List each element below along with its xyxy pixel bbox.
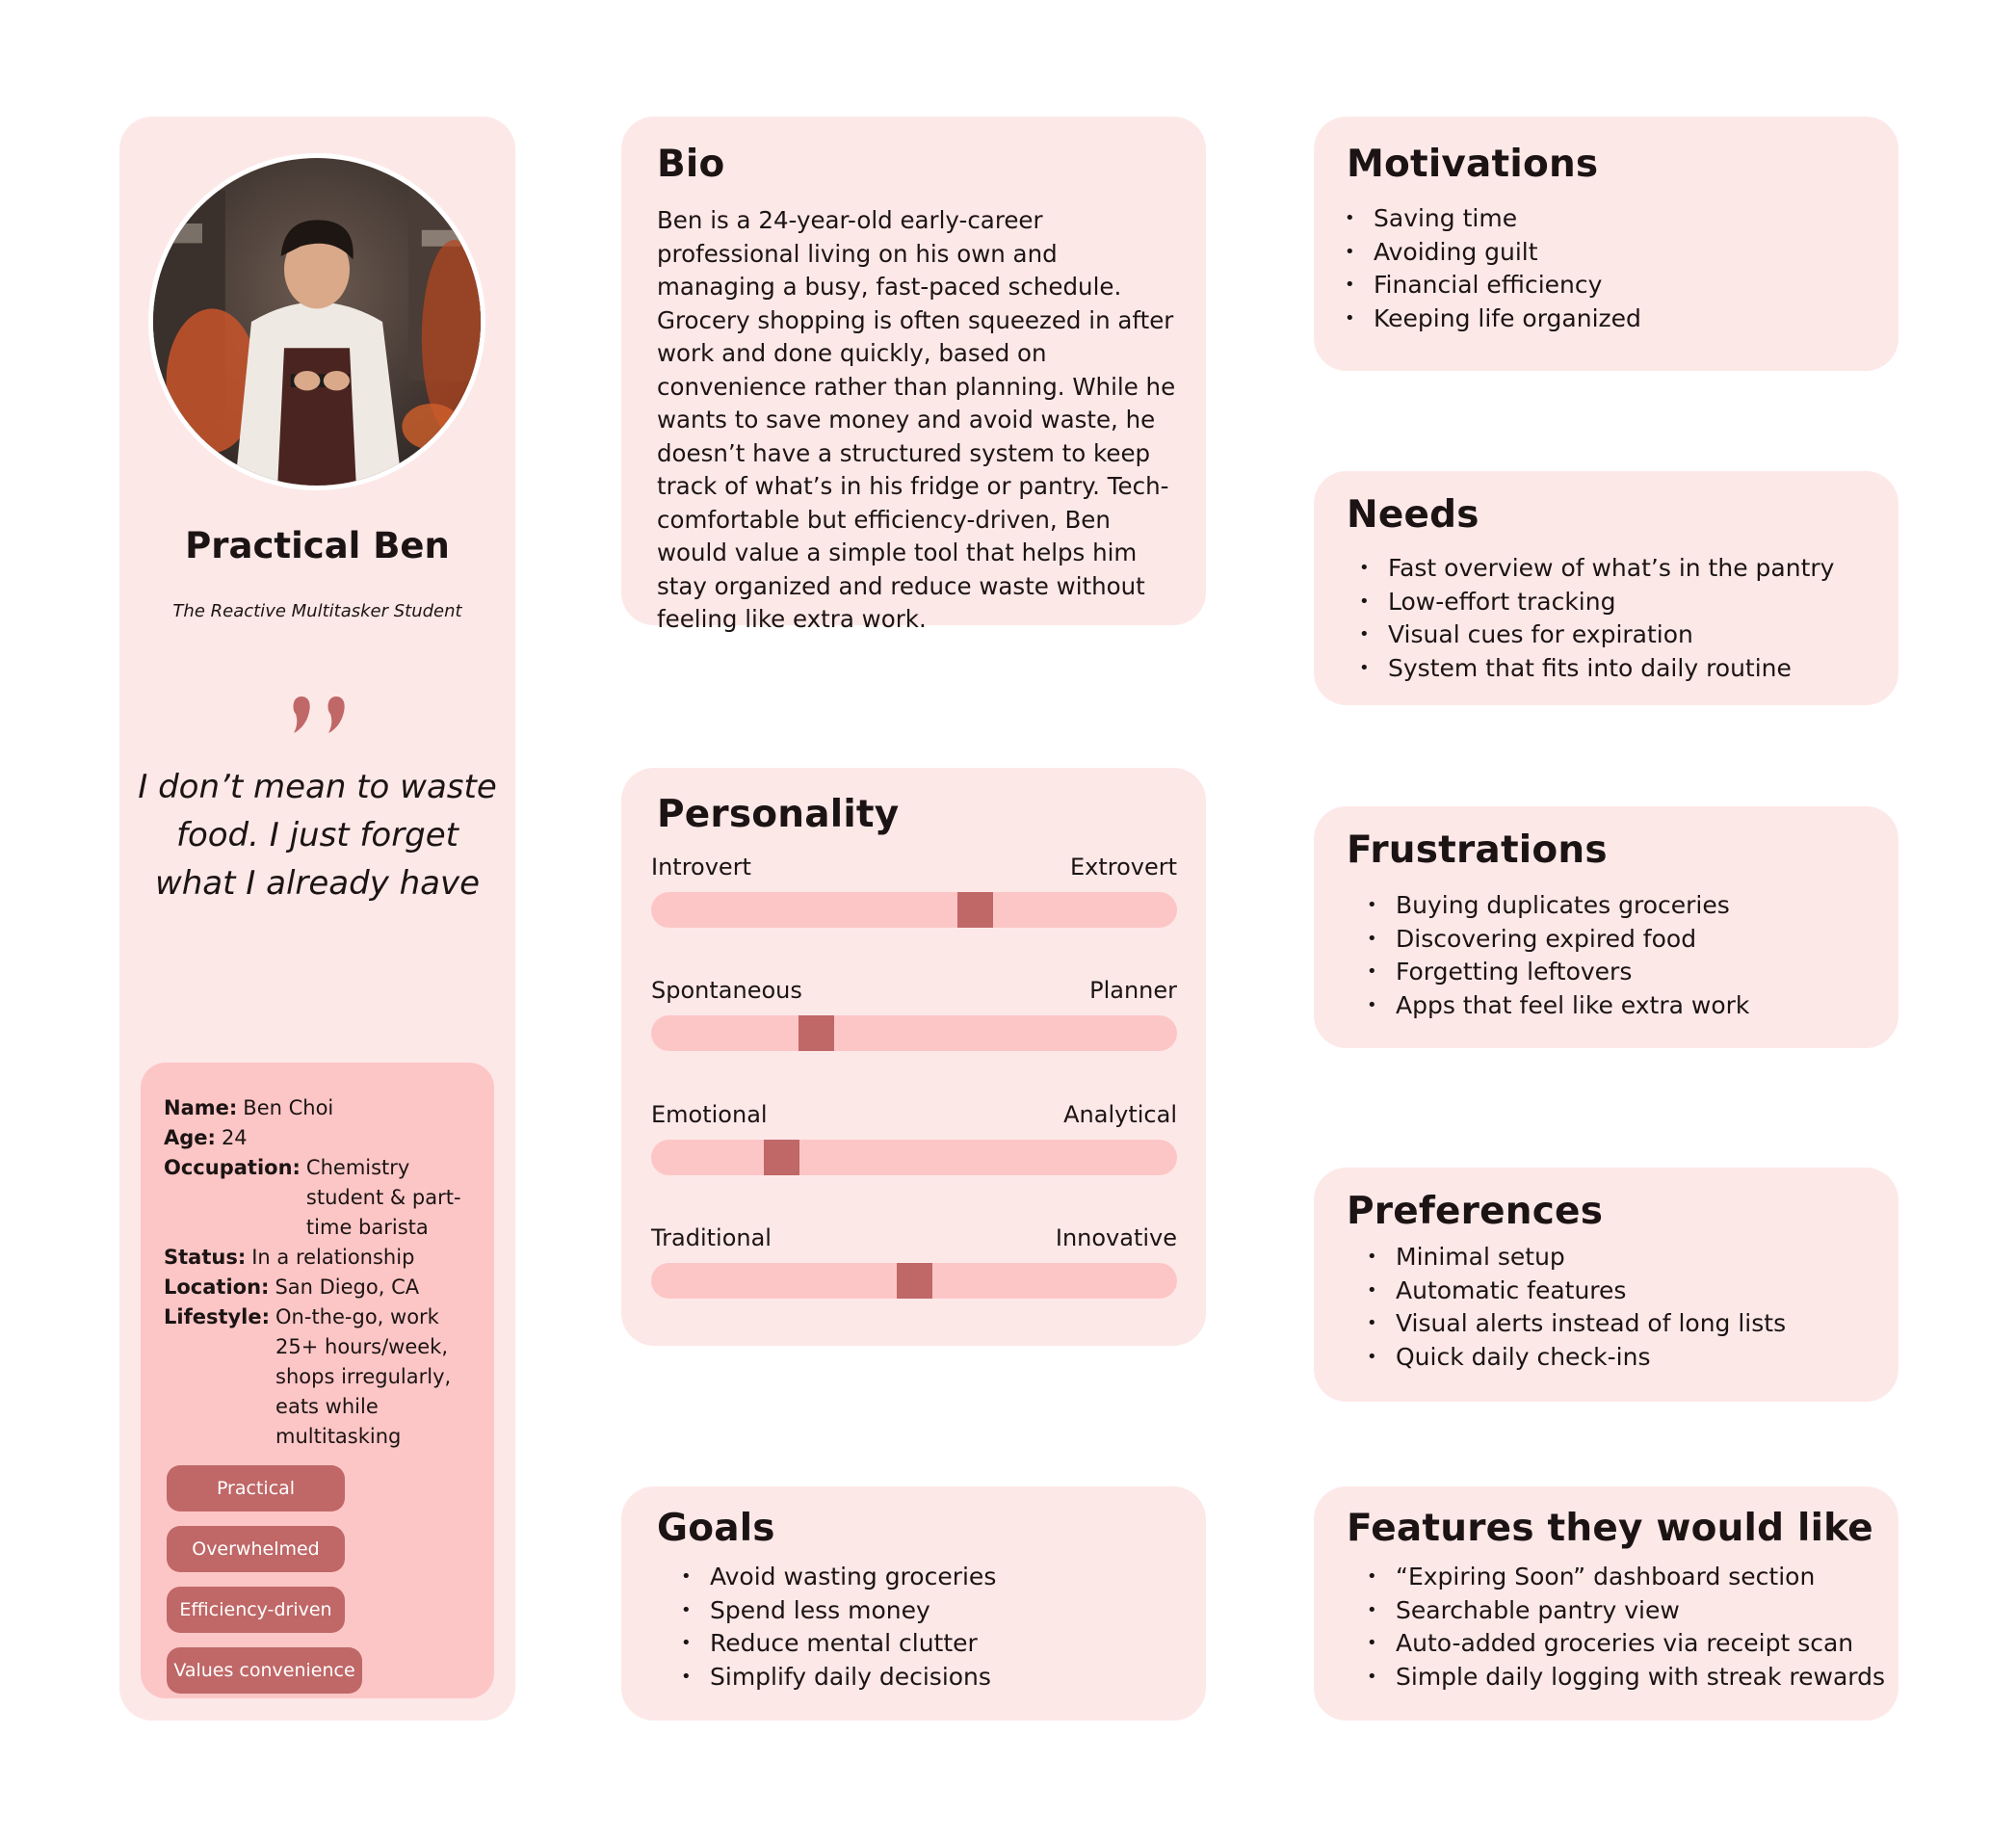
info-location bbox=[164, 1273, 419, 1302]
needs-list bbox=[1359, 552, 1889, 685]
trait-track bbox=[651, 1015, 1177, 1051]
info-label: Location: bbox=[164, 1275, 270, 1299]
motivations-card bbox=[1314, 117, 1898, 371]
info-lifestyle bbox=[164, 1302, 478, 1452]
info-value: In a relationship bbox=[251, 1246, 415, 1269]
list-item: • Visual alerts instead of long lists bbox=[1367, 1307, 1887, 1341]
trait-right-label: Extrovert bbox=[1069, 854, 1177, 881]
trait-right-label: Analytical bbox=[1063, 1101, 1177, 1128]
trait-track bbox=[651, 1140, 1177, 1175]
features-list bbox=[1367, 1561, 1892, 1694]
info-label: Status: bbox=[164, 1246, 247, 1269]
goals-list bbox=[681, 1561, 1182, 1694]
profile-card bbox=[119, 117, 515, 1721]
trait-right-label: Planner bbox=[1089, 977, 1177, 1004]
info-label: Name: bbox=[164, 1096, 238, 1119]
list-item: • Apps that feel like extra work bbox=[1367, 989, 1887, 1023]
list-item: • Forgetting leftovers bbox=[1367, 956, 1887, 989]
trait-left-label: Introvert bbox=[651, 854, 751, 881]
frustrations-list bbox=[1367, 889, 1887, 1022]
motivations-title: Motivations bbox=[1347, 143, 1599, 186]
info-value: 24 bbox=[221, 1126, 248, 1149]
persona-name: Practical Ben bbox=[185, 525, 450, 566]
preferences-card bbox=[1314, 1168, 1898, 1402]
persona-subtitle: The Reactive Multitasker Student bbox=[172, 601, 462, 621]
info-name bbox=[164, 1093, 333, 1123]
trait-slider bbox=[651, 1223, 1177, 1301]
info-age bbox=[164, 1123, 248, 1153]
avatar bbox=[148, 153, 485, 490]
info-label: Age: bbox=[164, 1126, 216, 1149]
list-item: • Fast overview of what’s in the pantry bbox=[1359, 552, 1889, 586]
trait-tag: Values convenience bbox=[167, 1647, 362, 1694]
quotation-mark-icon bbox=[288, 695, 350, 735]
trait-slider bbox=[651, 853, 1177, 930]
list-item: • Avoid wasting groceries bbox=[681, 1561, 1182, 1594]
trait-right-label: Innovative bbox=[1055, 1224, 1177, 1251]
persona-quote: I don’t mean to waste food. I just forget what I already have bbox=[138, 768, 497, 903]
motivations-list bbox=[1345, 202, 1874, 335]
info-value: San Diego, CA bbox=[275, 1275, 420, 1299]
trait-tag: Practical bbox=[167, 1465, 345, 1511]
trait-slider bbox=[651, 1100, 1177, 1177]
list-item: • Visual cues for expiration bbox=[1359, 618, 1889, 652]
personality-title: Personality bbox=[657, 793, 900, 836]
frustrations-title: Frustrations bbox=[1347, 828, 1608, 872]
info-occupation bbox=[164, 1153, 470, 1243]
bio-title: Bio bbox=[657, 143, 725, 186]
trait-left-label: Spontaneous bbox=[651, 977, 802, 1004]
trait-left-label: Emotional bbox=[651, 1101, 768, 1128]
list-item: • Automatic features bbox=[1367, 1275, 1887, 1308]
list-item: • Saving time bbox=[1345, 202, 1874, 236]
barista-photo bbox=[153, 158, 481, 486]
trait-slider bbox=[651, 976, 1177, 1053]
info-label: Lifestyle: bbox=[164, 1305, 271, 1328]
list-item: • Keeping life organized bbox=[1345, 302, 1874, 336]
list-item: • Spend less money bbox=[681, 1594, 1182, 1628]
personality-card bbox=[621, 768, 1206, 1346]
info-box bbox=[141, 1063, 494, 1698]
list-item: • Buying duplicates groceries bbox=[1367, 889, 1887, 923]
list-item: • Searchable pantry view bbox=[1367, 1594, 1892, 1628]
info-status bbox=[164, 1243, 414, 1273]
preferences-list bbox=[1367, 1241, 1887, 1374]
list-item: • Low-effort tracking bbox=[1359, 586, 1889, 619]
list-item: • System that fits into daily routine bbox=[1359, 652, 1889, 686]
bio-card bbox=[621, 117, 1206, 633]
info-value: Ben Choi bbox=[243, 1096, 334, 1119]
trait-track bbox=[651, 892, 1177, 928]
trait-marker bbox=[764, 1140, 799, 1175]
trait-tag: Overwhelmed bbox=[167, 1526, 345, 1572]
list-item: • Avoiding guilt bbox=[1345, 236, 1874, 270]
info-value: Chemistry student & part-time barista bbox=[305, 1156, 461, 1239]
trait-marker bbox=[799, 1015, 834, 1051]
bio-text: Ben is a 24-year-old early-career professional living on his own and managing a busy, fast-paced schedule. Grocery shopping is often squeezed in after work and done quickly, based on convenience rather than planning. While he wants to save money and avoid waste, he doesn’t have a structured system to keep track of what’s in his fridge or pantry. Tech-comfortable but efficiency-driven, Ben would value a simple tool that helps him stay organized and reduce waste without feeling like extra work. bbox=[657, 206, 1176, 633]
needs-card bbox=[1314, 471, 1898, 705]
goals-card bbox=[621, 1486, 1206, 1721]
features-title: Features they would like bbox=[1347, 1507, 1873, 1550]
list-item: • Simplify daily decisions bbox=[681, 1661, 1182, 1695]
list-item: • Quick daily check-ins bbox=[1367, 1341, 1887, 1375]
trait-marker bbox=[897, 1263, 932, 1299]
trait-marker bbox=[957, 892, 993, 928]
list-item: • Reduce mental clutter bbox=[681, 1627, 1182, 1661]
features-card bbox=[1314, 1486, 1898, 1721]
list-item: • “Expiring Soon” dashboard section bbox=[1367, 1561, 1892, 1594]
list-item: • Minimal setup bbox=[1367, 1241, 1887, 1275]
preferences-title: Preferences bbox=[1347, 1190, 1604, 1233]
list-item: • Financial efficiency bbox=[1345, 269, 1874, 302]
list-item: • Simple daily logging with streak rewards bbox=[1367, 1661, 1892, 1695]
trait-tag: Efficiency-driven bbox=[167, 1587, 345, 1633]
info-value: On-the-go, work 25+ hours/week, shops irregularly, eats while multitasking bbox=[275, 1305, 452, 1448]
list-item: • Discovering expired food bbox=[1367, 923, 1887, 957]
info-label: Occupation: bbox=[164, 1156, 301, 1179]
trait-left-label: Traditional bbox=[651, 1224, 772, 1251]
frustrations-card bbox=[1314, 806, 1898, 1048]
goals-title: Goals bbox=[657, 1507, 775, 1550]
list-item: • Auto-added groceries via receipt scan bbox=[1367, 1627, 1892, 1661]
needs-title: Needs bbox=[1347, 493, 1479, 537]
